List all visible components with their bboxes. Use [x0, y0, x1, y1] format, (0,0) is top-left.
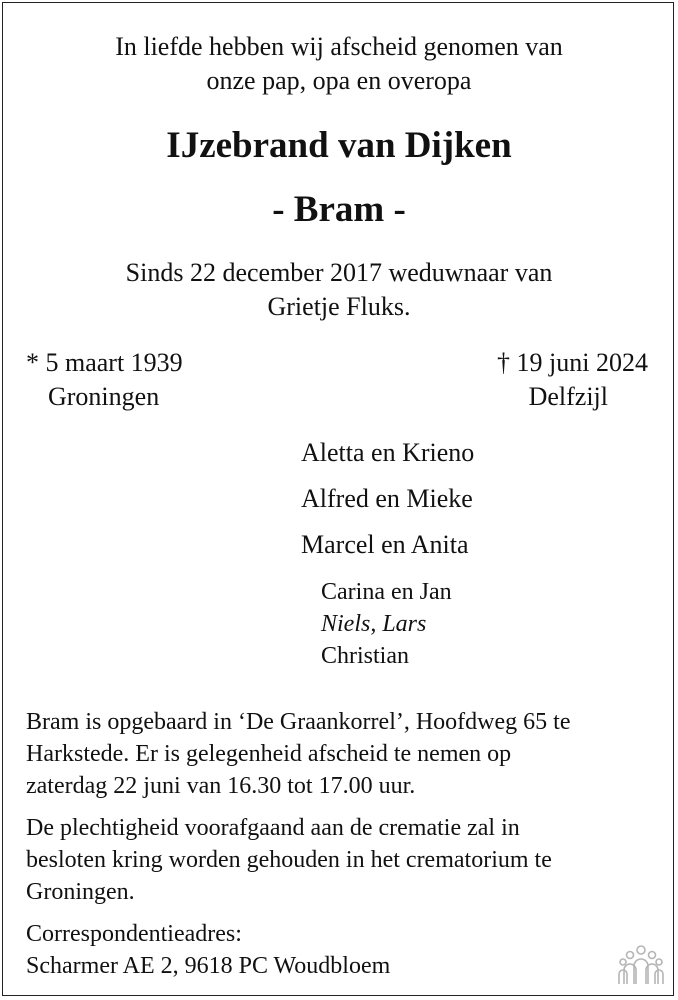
viewing-paragraph: [26, 706, 656, 802]
correspondence-label: Correspondentieadres:: [26, 921, 242, 947]
child-entry: Alfred en Mieke: [301, 484, 473, 513]
deceased-name: IJzebrand van Dijken: [166, 125, 512, 166]
intro-text: [0, 30, 678, 98]
ceremony-paragraph: [26, 812, 656, 908]
birth-info: [26, 346, 183, 414]
great-grandchildren-entry: Niels, Lars: [321, 611, 427, 637]
widower-line-1: Sinds 22 december 2017 weduwnaar van: [125, 258, 553, 287]
correspondence-paragraph: [26, 918, 656, 982]
viewing-line-2: Harkstede. Er is gelegenheid afscheid te nemen op: [26, 741, 512, 767]
widower-line-2: Grietje Fluks.: [267, 292, 411, 321]
death-info: [497, 346, 648, 414]
viewing-line-1: Bram is opgebaard in ‘De Graankorrel’, Hoofdweg 65 te: [26, 709, 571, 735]
correspondence-address: Scharmer AE 2, 9618 PC Woudbloem: [26, 953, 391, 979]
intro-line-1: In liefde hebben wij afscheid genomen van: [115, 32, 563, 61]
child-entry: Marcel en Anita: [301, 530, 469, 559]
birth-date: * 5 maart 1939: [26, 348, 183, 377]
birth-place: Groningen: [48, 382, 160, 411]
ceremony-line-1: De plechtigheid voorafgaand aan de crematie zal in: [26, 815, 520, 841]
family-figures-icon: [618, 944, 664, 986]
ceremony-line-2: besloten kring worden gehouden in het crematorium te: [26, 847, 552, 873]
viewing-line-3: zaterdag 22 juni van 16.30 tot 17.00 uur.: [26, 773, 416, 799]
ceremony-line-3: Groningen.: [26, 879, 135, 905]
grandchild-entry: Carina en Jan: [321, 579, 452, 605]
grandchildren-list: [321, 576, 452, 672]
widower-text: [0, 256, 678, 324]
death-date: † 19 juni 2024: [497, 348, 648, 377]
death-place: Delfzijl: [528, 382, 608, 411]
grandchild-entry: Christian: [321, 643, 409, 669]
intro-line-2: onze pap, opa en overopa: [206, 66, 472, 95]
deceased-nickname: - Bram -: [272, 189, 406, 230]
child-entry: Aletta en Krieno: [301, 438, 475, 467]
children-list: [301, 436, 474, 574]
